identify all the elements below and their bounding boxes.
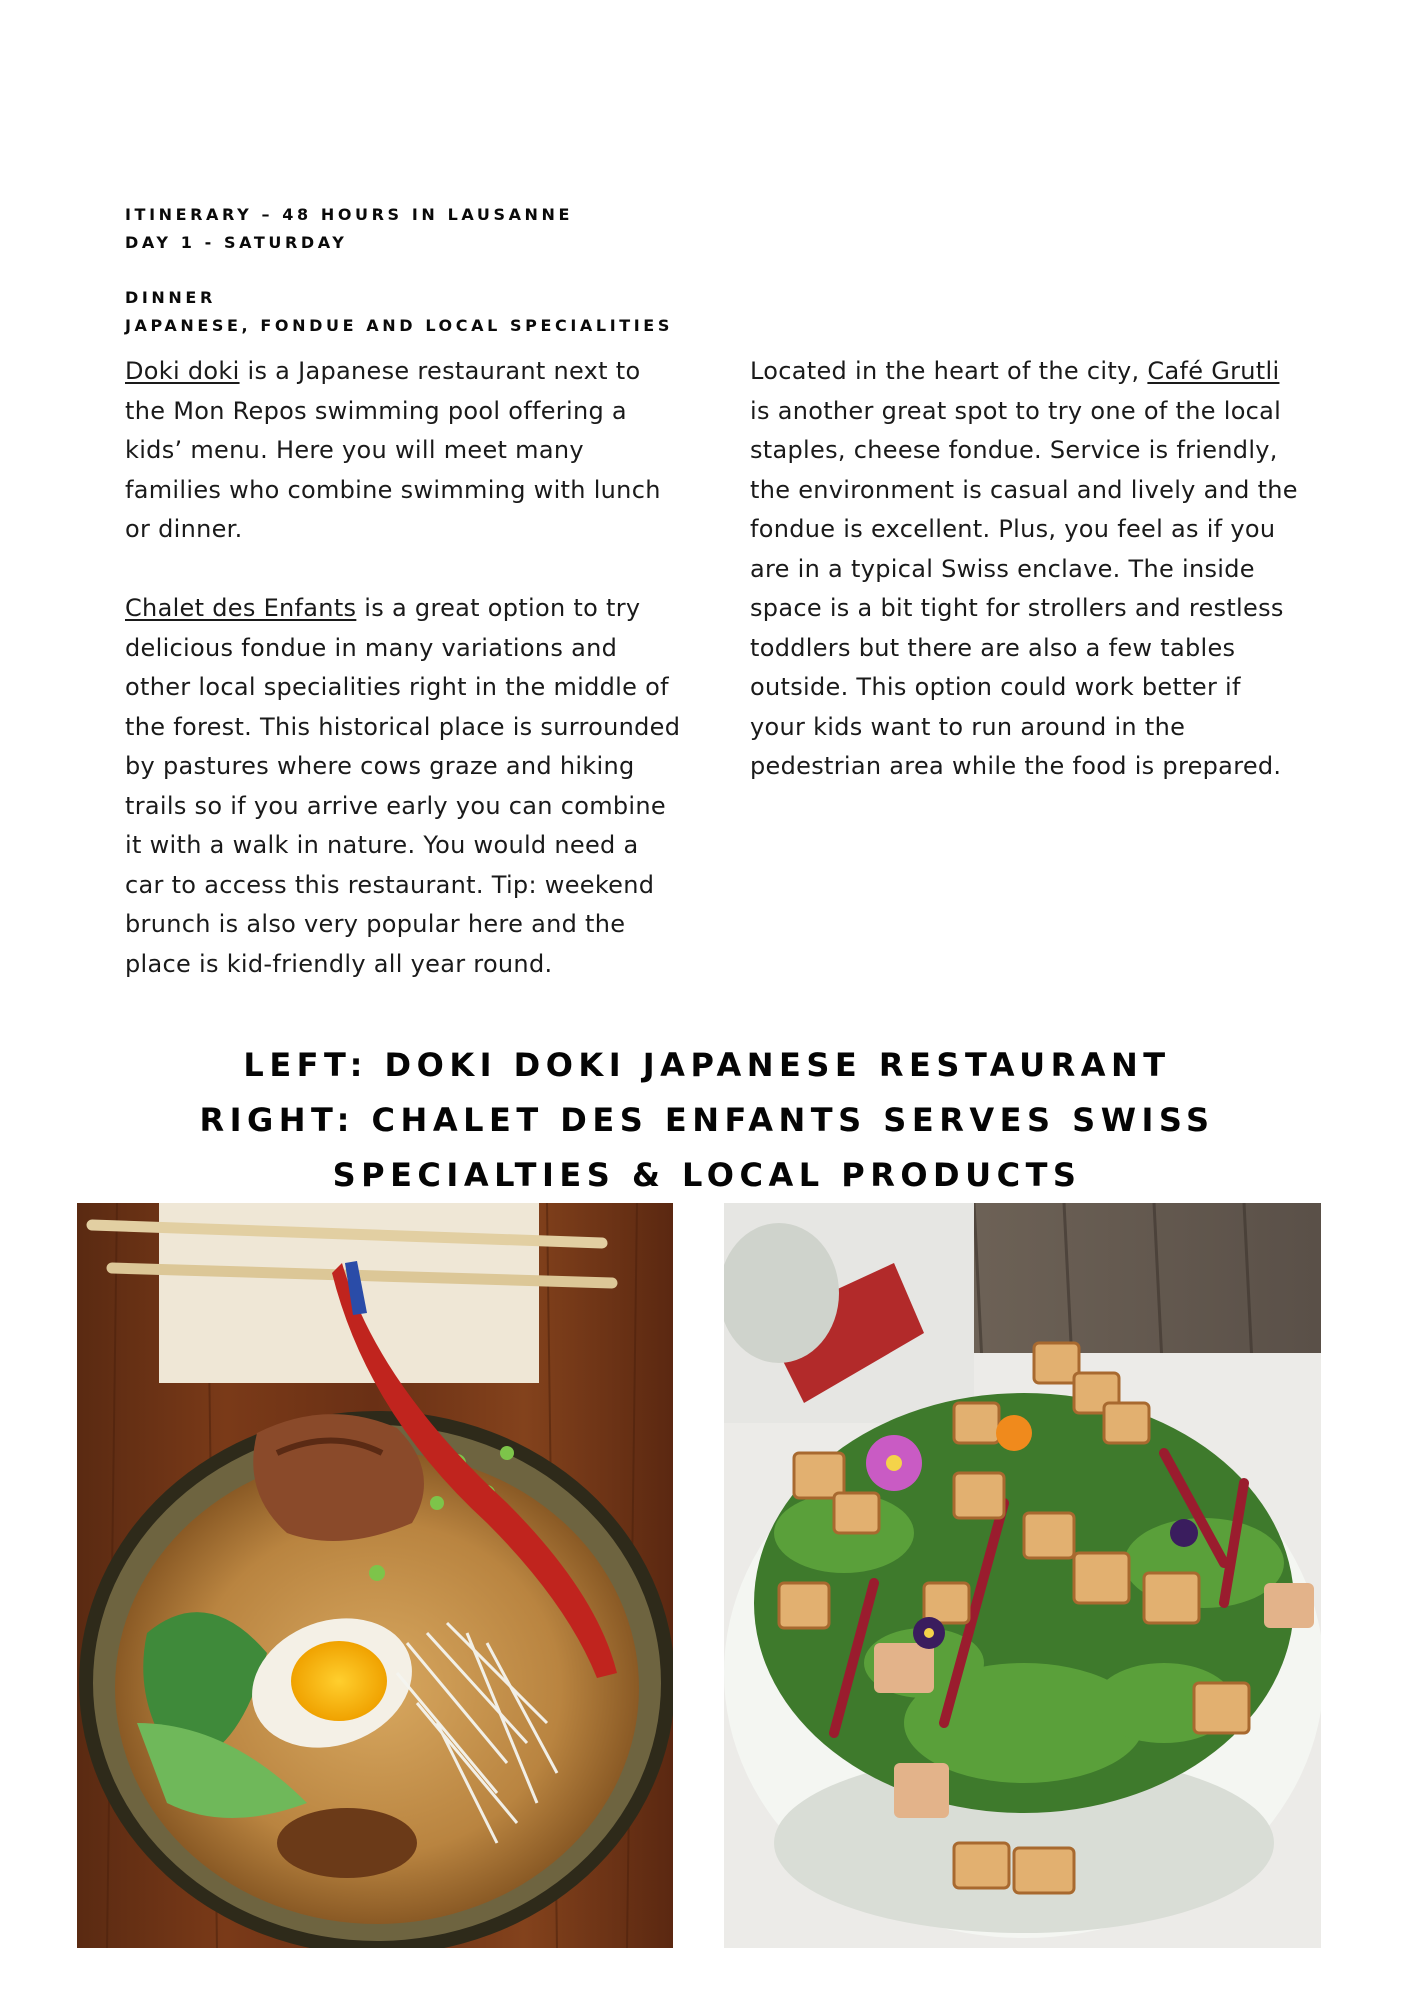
caption-line-2: RIGHT: CHALET DES ENFANTS SERVES SWISS (199, 1101, 1215, 1139)
caption-line-3: SPECIALTIES & LOCAL PRODUCTS (332, 1156, 1082, 1194)
cafe-grutli-link[interactable]: Café Grutli (1147, 357, 1280, 385)
cafe-grutli-paragraph (750, 352, 1300, 787)
itinerary-title: ITINERARY – 48 HOURS IN LAUSANNE (125, 205, 574, 224)
photo-caption (125, 1038, 1289, 1203)
chalet-des-enfants-link[interactable]: Chalet des Enfants (125, 594, 357, 622)
salad-photo (724, 1203, 1321, 1948)
left-text-column (125, 352, 685, 984)
chalet-description: is a great option to try delicious fondue in many variations and other local specialities right in the middle of the forest. This historical place is surrounded by pastures where cows graze and hiking trails so if you arrive early you can combine it with a walk in nature. You would need a car to access this restaurant. Tip: weekend brunch is also very popular here and the place is kid-friendly all year round. (125, 594, 681, 978)
ramen-photo (77, 1203, 673, 1948)
right-text-column (750, 352, 1300, 787)
doki-doki-description: is a Japanese restaurant next to the Mon Repos swimming pool offering a kids’ menu. Here you will meet many families who combine swimming with lunch or dinner. (125, 357, 661, 543)
cafe-grutli-intro: Located in the heart of the city, (750, 357, 1148, 385)
chalet-paragraph (125, 589, 685, 984)
doki-doki-paragraph (125, 352, 685, 550)
cafe-grutli-description: is another great spot to try one of the local staples, cheese fondue. Service is friendly, the environment is casual and lively and the fondue is excellent. Plus, you feel as if you are in a typical Swiss enclave. The inside space is a bit tight for strollers and restless toddlers but there are also a few tables outside. This option could work better if your kids want to run around in the pedestrian area while the food is prepared. (750, 396, 1298, 780)
doki-doki-link[interactable]: Doki doki (125, 357, 240, 385)
day-label: DAY 1 - SATURDAY (125, 233, 348, 252)
section-theme: JAPANESE, FONDUE AND LOCAL SPECIALITIES (125, 316, 673, 335)
caption-line-1: LEFT: DOKI DOKI JAPANESE RESTAURANT (243, 1046, 1171, 1084)
meal-label: DINNER (125, 288, 216, 307)
